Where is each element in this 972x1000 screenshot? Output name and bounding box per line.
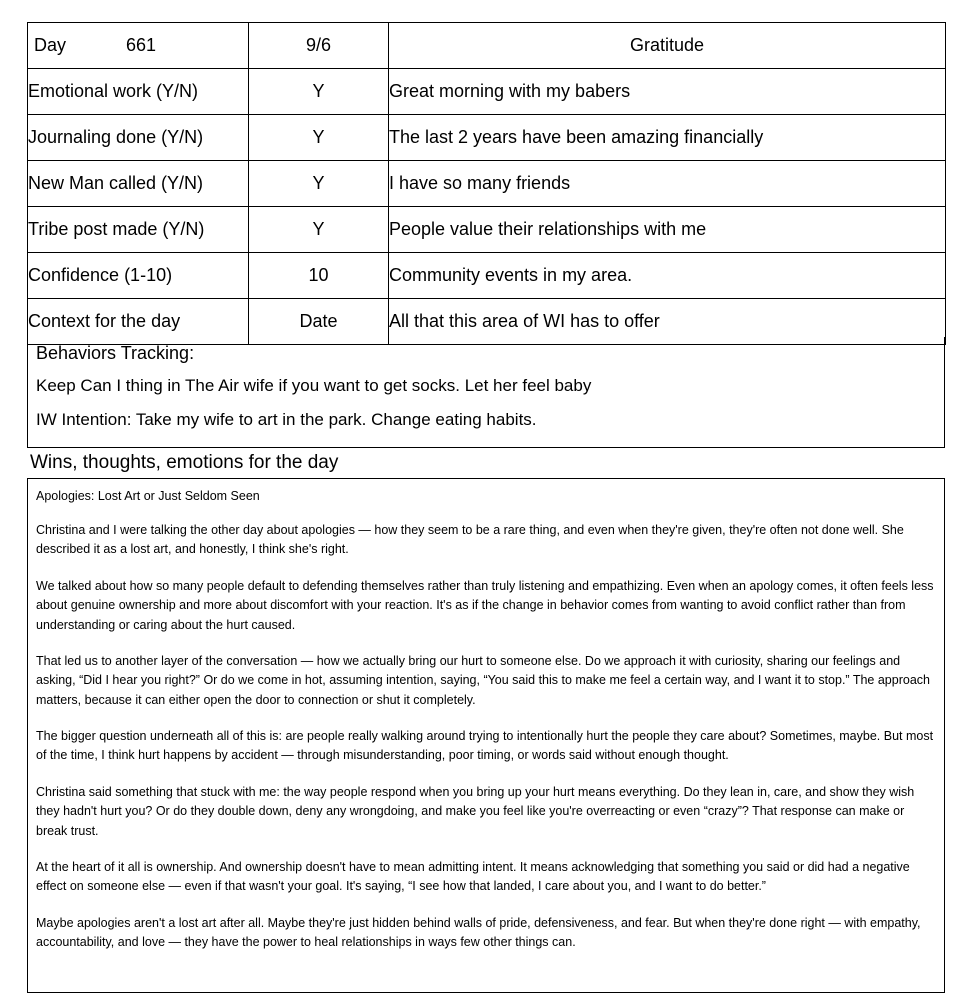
date-value: 9/6 xyxy=(249,23,389,69)
table-row xyxy=(28,207,946,253)
wins-heading: Wins, thoughts, emotions for the day xyxy=(30,452,339,473)
daily-tracker-table xyxy=(27,22,946,345)
journal-paragraph: We talked about how so many people default to defending themselves rather than truly listening and empathizing. Even when an apology comes, it often feels less about genuine ownership and more about discomfort with your reaction. It's as if the change in behavior comes from wanting to avoid conflict rather than from understanding or caring about the hurt caused. xyxy=(36,578,934,632)
day-number: 661 xyxy=(126,35,157,55)
row-gratitude: I have so many friends xyxy=(389,161,946,207)
table-row-day xyxy=(28,23,946,69)
row-gratitude: All that this area of WI has to offer xyxy=(389,299,946,345)
row-gratitude: Community events in my area. xyxy=(389,253,946,299)
table-row xyxy=(28,253,946,299)
behaviors-title: Behaviors Tracking: xyxy=(36,343,195,363)
row-gratitude: People value their relationships with me xyxy=(389,207,946,253)
row-label: Context for the day xyxy=(28,299,249,345)
behaviors-line-1: Keep Can I thing in The Air wife if you want to get socks. Let her feel baby xyxy=(36,376,592,395)
journal-paragraph: Maybe apologies aren't a lost art after all. Maybe they're just hidden behind walls of pride, defensiveness, and fear. But when they're done right — with empathy, accountability, and love — they have the power to heal relationships in ways few other things can. xyxy=(36,915,921,949)
journal-title: Apologies: Lost Art or Just Seldom Seen xyxy=(36,489,260,503)
row-value: Y xyxy=(249,161,389,207)
gratitude-header: Gratitude xyxy=(389,23,946,69)
journal-paragraph: Christina said something that stuck with me: the way people respond when you bring up your hurt means everything. Do they lean in, care, and show they wish they hadn't hurt you? Or do they double down, deny any wrongdoing, and make you feel like you're overreacting or even “crazy”? That response can make or break trust. xyxy=(36,784,915,838)
row-value: Date xyxy=(249,299,389,345)
journal-entry-box xyxy=(27,478,945,993)
tracker-body xyxy=(28,23,946,345)
row-gratitude: Great morning with my babers xyxy=(389,69,946,115)
row-value: Y xyxy=(249,207,389,253)
journal-paragraph: Christina and I were talking the other day about apologies — how they seem to be a rare thing, and even when they're given, they're often not done well. She described it as a lost art, and honestly, I think she's right. xyxy=(36,523,904,557)
row-label: Tribe post made (Y/N) xyxy=(28,207,249,253)
day-label: Day xyxy=(34,35,67,55)
journal-paragraph: At the heart of it all is ownership. And ownership doesn't have to mean admitting intent. It means acknowledging that something you said or did had a negative effect on someone else — even if that wasn't your goal. It's saying, “I see how that landed, I care about you, and I want to do better.” xyxy=(36,859,910,894)
row-label: Confidence (1-10) xyxy=(28,253,249,299)
table-row xyxy=(28,69,946,115)
day-cell xyxy=(28,23,249,69)
row-label: Journaling done (Y/N) xyxy=(28,115,249,161)
table-row xyxy=(28,161,946,207)
journal-paragraph: That led us to another layer of the conversation — how we actually bring our hurt to someone else. Do we approach it with curiosity, sharing our feelings and asking, “Did I hear you right?” Or do we come in hot, assuming intention, saying, “You said this to make me feel a certain way, and I want it to stop.” The approach matters, because it can either open the door to connection or shut it completely. xyxy=(36,653,930,707)
row-value: Y xyxy=(249,115,389,161)
row-label: New Man called (Y/N) xyxy=(28,161,249,207)
row-value: Y xyxy=(249,69,389,115)
behaviors-tracking-box xyxy=(27,337,945,448)
journal-paragraph: The bigger question underneath all of this is: are people really walking around trying to intentionally hurt the people they care about? Sometimes, maybe. But most of the time, I think hurt happens by accident — through misunderstanding, poor timing, or words said without enough thought. xyxy=(36,729,934,763)
row-gratitude: The last 2 years have been amazing financially xyxy=(389,115,946,161)
table-row xyxy=(28,115,946,161)
row-label: Emotional work (Y/N) xyxy=(28,69,249,115)
row-value: 10 xyxy=(249,253,389,299)
behaviors-line-2: IW Intention: Take my wife to art in the park. Change eating habits. xyxy=(36,410,537,429)
